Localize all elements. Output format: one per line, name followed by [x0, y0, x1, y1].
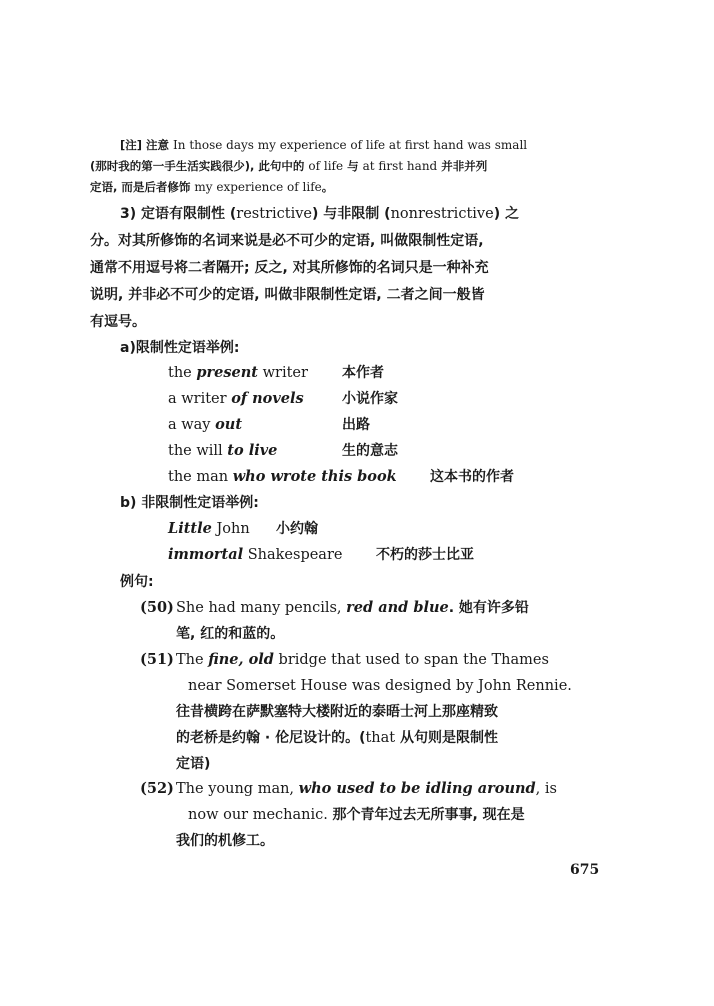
- section-3-line-1: 3) 定语有限制性 (restrictive) 与非限制 (nonrestrictive) 之: [120, 206, 519, 222]
- restrictive-item-5-zh: 这本书的作者: [430, 469, 514, 485]
- note-line-3: 定语, 而是后者修饰 my experience of life。: [90, 180, 334, 194]
- example-52-number: (52): [140, 780, 174, 797]
- example-52-line-2: now our mechanic. 那个青年过去无所事事, 现在是: [188, 807, 525, 823]
- example-51-number: (51): [140, 651, 174, 668]
- restrictive-item-4-zh: 生的意志: [342, 443, 398, 459]
- section-3-line-5: 有逗号。: [90, 314, 146, 330]
- restrictive-item-3: a way out: [168, 416, 243, 433]
- example-51-line-5: 定语): [176, 756, 211, 772]
- restrictive-item-2-zh: 小说作家: [342, 391, 398, 407]
- example-51-line-2: near Somerset House was designed by John Rennie.: [188, 678, 572, 694]
- nonrestrictive-item-2: immortal Shakespeare: [168, 546, 343, 563]
- note-line-1: [120, 136, 527, 154]
- section-3-line-3: 通常不用逗号将二者隔开; 反之, 对其所修饰的名词只是一种补充: [90, 260, 489, 276]
- note-english-sentence: In those days my experience of life at first hand was small: [173, 138, 528, 152]
- nonrestrictive-item-2-zh: 不朽的莎士比亚: [376, 547, 474, 563]
- example-50-line-2: 笔, 红的和蓝的。: [176, 626, 285, 642]
- example-51-line-4: 的老桥是约翰 · 伦尼设计的。(that 从句则是限制性: [176, 730, 498, 746]
- section-3-line-4: 说明, 并非必不可少的定语, 叫做非限制性定语, 二者之间一般皆: [90, 287, 485, 303]
- nonrestrictive-item-1: Little John: [168, 520, 250, 537]
- restrictive-item-4: the will to live: [168, 442, 278, 459]
- note-label: [注] 注意: [120, 138, 174, 152]
- restrictive-item-5: the man who wrote this book: [168, 468, 397, 485]
- page-number: 675: [570, 862, 600, 878]
- example-52-line-3: 我们的机修工。: [176, 833, 274, 849]
- example-51-line-1: The fine, old bridge that used to span the Thames: [176, 651, 549, 668]
- restrictive-heading: a)限制性定语举例:: [120, 340, 240, 356]
- restrictive-item-1-zh: 本作者: [342, 365, 384, 381]
- nonrestrictive-item-1-zh: 小约翰: [276, 521, 318, 537]
- restrictive-item-1: the present writer: [168, 364, 308, 381]
- example-50-line-1: She had many pencils, red and blue. 她有许多铅: [176, 599, 529, 616]
- example-50-number: (50): [140, 599, 174, 616]
- example-51-line-3: 往昔横跨在萨默塞特大楼附近的泰晤士河上那座精致: [176, 704, 498, 720]
- example-52-line-1: The young man, who used to be idling around, is: [176, 780, 557, 797]
- restrictive-item-3-zh: 出路: [342, 417, 370, 433]
- restrictive-item-2: a writer of novels: [168, 390, 304, 407]
- examples-heading: 例句:: [120, 574, 154, 590]
- note-line-2: (那时我的第一手生活实践很少), 此句中的 of life 与 at first hand 并非并列: [90, 159, 488, 173]
- nonrestrictive-heading: b) 非限制性定语举例:: [120, 495, 259, 511]
- section-3-line-2: 分。对其所修饰的名词来说是必不可少的定语, 叫做限制性定语,: [90, 233, 484, 249]
